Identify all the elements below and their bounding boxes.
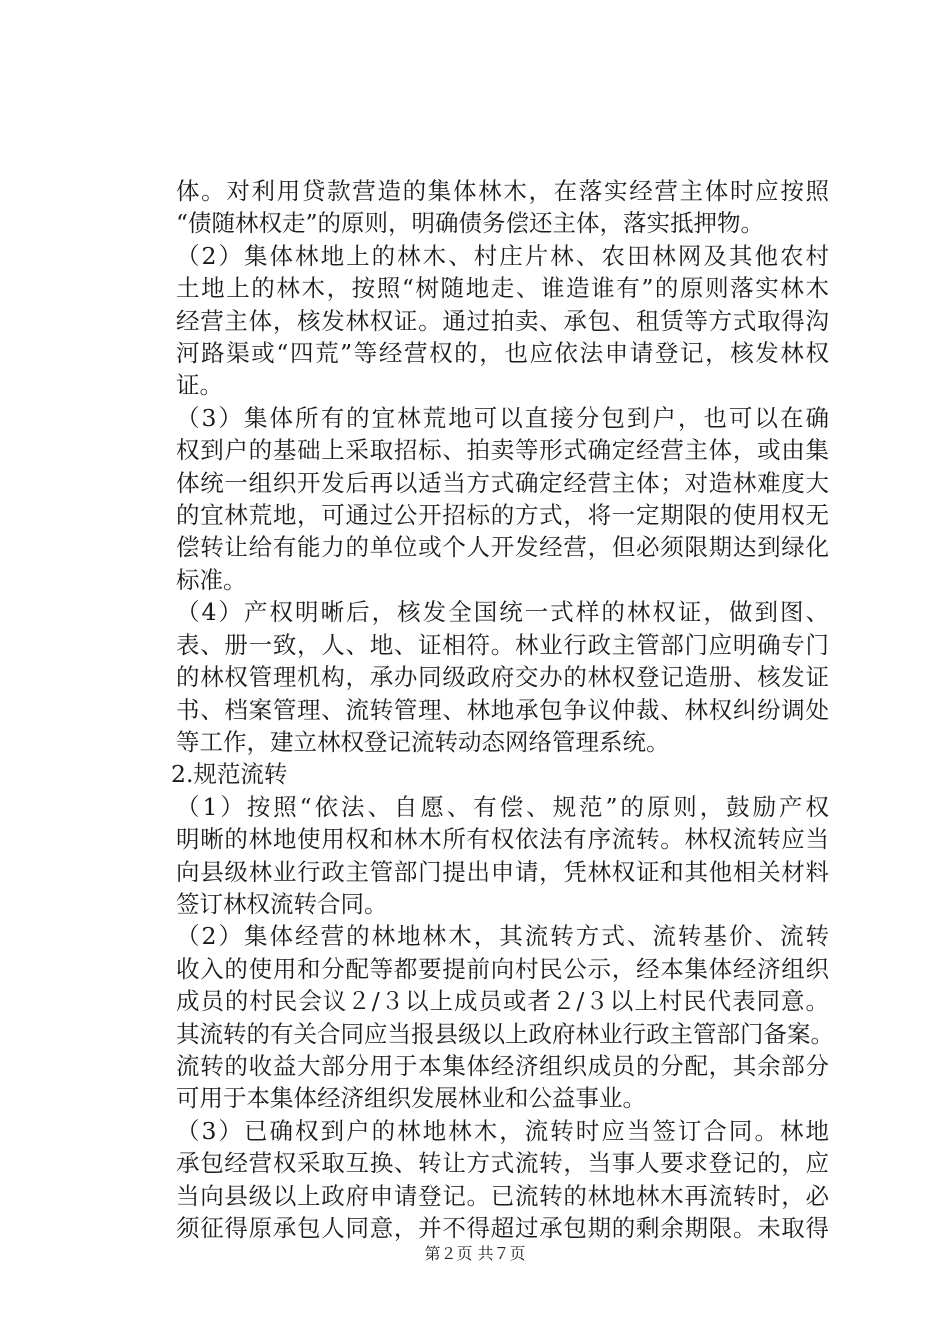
- paragraph: [129, 402, 829, 596]
- text-line: 河路渠或“四荒”等经营权的，也应依法申请登记，核发林权: [176, 339, 829, 368]
- text-line: 等工作，建立林权登记流转动态网络管理系统。: [176, 727, 670, 756]
- text-line: 权到户的基础上采取招标、拍卖等形式确定经营主体，或由集: [176, 436, 829, 465]
- text-line: 表、册一致，人、地、证相符。林业行政主管部门应明确专门: [176, 630, 829, 659]
- text-line: 签订林权流转合同。: [176, 889, 388, 918]
- page-footer: 第２页 共７页: [424, 1244, 526, 1263]
- text-line: 偿转让给有能力的单位或个人开发经营，但必须限期达到绿化: [176, 533, 829, 562]
- section-heading: [129, 758, 829, 790]
- text-line: 经营主体，核发林权证。通过拍卖、承包、租赁等方式取得沟: [176, 306, 829, 335]
- text-line: 2.规范流转: [171, 760, 288, 789]
- paragraph: [129, 175, 829, 240]
- text-line: 的宜林荒地，可通过公开招标的方式，将一定期限的使用权无: [176, 501, 829, 530]
- text-line: 收入的使用和分配等都要提前向村民公示，经本集体经济组织: [176, 954, 829, 983]
- text-line: （3）已确权到户的林地林木，流转时应当签订合同。林地: [176, 1116, 829, 1145]
- text-line: 证。: [176, 371, 223, 400]
- text-line: 的林权管理机构，承办同级政府交办的林权登记造册、核发证: [176, 663, 829, 692]
- paragraph: [129, 1115, 829, 1245]
- text-line: 向县级林业行政主管部门提出申请，凭林权证和其他相关材料: [176, 857, 829, 886]
- text-line: 明晰的林地使用权和林木所有权依法有序流转。林权流转应当: [176, 825, 829, 854]
- text-line: 体统一组织开发后再以适当方式确定经营主体；对造林难度大: [176, 468, 829, 497]
- paragraph: [129, 791, 829, 921]
- text-line: 其流转的有关合同应当报县级以上政府林业行政主管部门备案。: [176, 1019, 834, 1048]
- document-body: [129, 175, 834, 1244]
- text-line: 承包经营权采取互换、转让方式流转，当事人要求登记的，应: [176, 1149, 829, 1178]
- text-line: 土地上的林木，按照“树随地走、谁造谁有”的原则落实林木: [176, 274, 829, 303]
- text-line: 流转的收益大部分用于本集体经济组织成员的分配，其余部分: [176, 1051, 829, 1080]
- paragraph: [129, 920, 834, 1114]
- text-line: 书、档案管理、流转管理、林地承包争议仲裁、林权纠纷调处: [176, 695, 829, 724]
- text-line: 可用于本集体经济组织发展林业和公益事业。: [176, 1084, 646, 1113]
- text-line: 当向县级以上政府申请登记。已流转的林地林木再流转时，必: [176, 1181, 829, 1210]
- text-line: （2）集体林地上的林木、村庄片林、农田林网及其他农村: [176, 241, 829, 270]
- text-line: （3）集体所有的宜林荒地可以直接分包到户，也可以在确: [176, 403, 829, 432]
- text-line: 成员的村民会议２/３以上成员或者２/３以上村民代表同意。: [176, 987, 829, 1016]
- text-line: 标准。: [176, 565, 247, 594]
- text-line: （2）集体经营的林地林木，其流转方式、流转基价、流转: [176, 922, 829, 951]
- text-line: （1）按照“依法、自愿、有偿、规范”的原则，鼓励产权: [176, 792, 829, 821]
- paragraph: [129, 240, 829, 402]
- text-line: （4）产权明晰后，核发全国统一式样的林权证，做到图、: [176, 598, 829, 627]
- text-line: 体。对利用贷款营造的集体林木，在落实经营主体时应按照: [176, 177, 829, 205]
- paragraph: [129, 596, 829, 758]
- text-line: 须征得原承包人同意，并不得超过承包期的剩余期限。未取得: [176, 1214, 829, 1242]
- text-line: “债随林权走”的原则，明确债务偿还主体，落实抵押物。: [176, 209, 765, 238]
